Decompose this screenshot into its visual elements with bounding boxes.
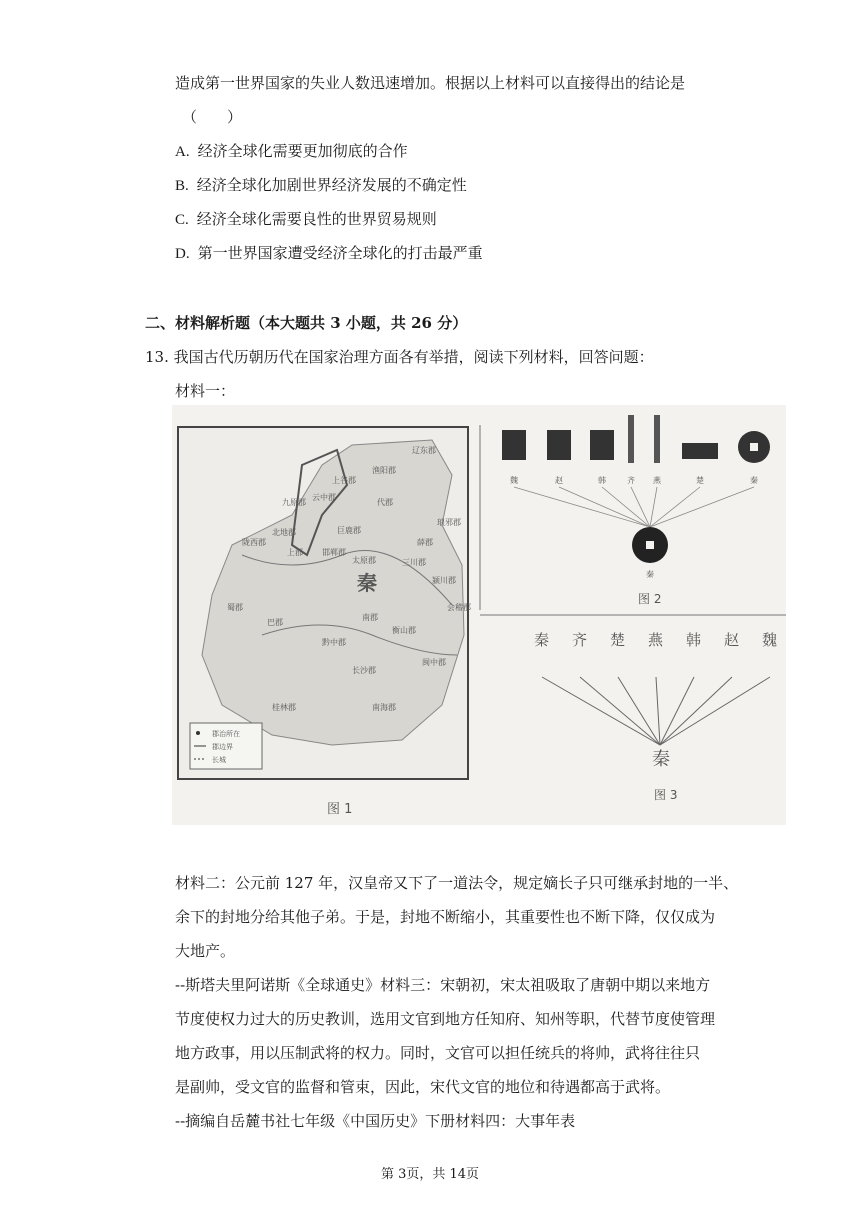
page-footer: 第 3页，共 14页 [380,1167,480,1182]
map-place-label: 薛郡 [417,538,433,547]
script-state-label: 魏 [762,631,778,649]
material-2-line: 材料二：公元前 127 年，汉皇帝又下了一道法令，规定嫡长子只可继承封地的一半、 [175,874,739,892]
knife-coin-yan [654,415,660,463]
material-3-line: --摘编自岳麓书社七年级《中国历史》下册材料四：大事年表 [175,1112,576,1130]
material-1-figure [172,405,786,825]
option-c[interactable] [175,208,437,229]
map-place-label: 辽东郡 [412,446,436,455]
legend-item: 长城 [212,756,226,764]
map-place-label: 桂林郡 [272,703,296,712]
converge-line [602,487,650,527]
option-letter: C. [175,212,189,228]
figure-1-caption: 图 1 [327,802,353,817]
map-place-label: 上郡 [287,548,303,557]
material-1-label: 材料一： [175,382,236,400]
map-place-label: 云中郡 [312,493,336,502]
unified-coin-label: 秦 [646,570,654,579]
option-b[interactable] [175,174,467,195]
script-state-label: 楚 [610,631,626,649]
map-place-label: 巴郡 [267,618,283,627]
converge-line [514,487,650,527]
map-place-label: 长沙郡 [352,666,376,675]
figure-svg [172,405,786,825]
script-state-label: 赵 [724,631,740,649]
spade-coin-zhao [547,430,571,460]
option-d[interactable] [175,242,483,263]
map-place-label: 琅邪郡 [437,518,461,527]
material-3-line: --斯塔夫里阿诺斯《全球通史》材料三：宋朝初，宋太祖吸取了唐朝中期以来地方 [175,976,711,994]
spade-coin-han [590,430,614,460]
map-place-label: 九原郡 [282,498,306,507]
map-place-label: 三川郡 [402,558,426,567]
option-text: 经济全球化需要更加彻底的合作 [197,142,408,160]
map-place-label: 南郡 [362,613,378,622]
option-text: 经济全球化需要良性的世界贸易规则 [196,210,437,228]
material-2-line: 大地产。 [175,942,236,960]
converge-line [580,677,660,745]
coin-state-label: 韩 [598,476,606,485]
map-place-label: 南海郡 [372,703,396,712]
legend-item: 郡边界 [212,743,233,751]
script-converge-lines [542,677,770,745]
converge-line [542,677,660,745]
unified-script-glyph: 秦 [652,749,670,770]
answer-bracket: （ ） [182,108,243,126]
map-place-label: 上谷郡 [332,476,356,485]
ant-nose-coin-chu [682,443,718,459]
converge-line [656,677,660,745]
converge-line [650,487,657,527]
option-text: 经济全球化加剧世界经济发展的不确定性 [196,176,467,194]
option-a[interactable] [175,140,408,161]
converge-line [650,487,754,527]
material-3-line: 节度使权力过大的历史教训，选用文官到地方任知府、知州等职，代替节度使管理 [175,1010,716,1028]
coin-state-label: 魏 [510,476,518,485]
question-stem-end: 造成第一世界国家的失业人数迅速增加。根据以上材料可以直接得出的结论是 [175,74,686,92]
map-place-label: 邯郸郡 [322,548,346,557]
knife-coin-qi [628,415,634,463]
option-text: 第一世界国家遭受经济全球化的打击最严重 [197,244,483,262]
converge-line [618,677,660,745]
map-place-label: 太原郡 [352,556,376,565]
map-place-label: 会稽郡 [447,603,471,612]
coin-state-label: 赵 [555,476,563,485]
script-state-label: 齐 [572,631,588,649]
script-state-label: 燕 [648,631,664,649]
coin-state-labels [510,475,758,485]
legend-item: 郡治所在 [212,730,240,738]
map-place-label: 代郡 [377,498,393,507]
option-letter: A. [175,144,190,160]
map-place-label: 颍川郡 [432,576,456,585]
coin-state-label: 燕 [653,476,661,485]
figure-3-caption: 图 3 [654,788,678,802]
script-state-labels [534,631,777,649]
script-state-label: 秦 [534,631,550,649]
coin-state-label: 齐 [627,476,635,485]
option-letter: D. [175,246,190,262]
option-letter: B. [175,178,189,194]
converge-line [559,487,650,527]
map-place-label: 蜀郡 [227,603,243,612]
material-3-line: 是副帅，受文官的监督和管束，因此，宋代文官的地位和待遇都高于武将。 [175,1078,671,1096]
map-place-label: 巨鹿郡 [337,526,361,535]
converge-line [660,677,732,745]
map-place-label: 陇西郡 [242,538,266,547]
converge-line [631,487,650,527]
converge-line [650,487,700,527]
question-13-stem: 13. 我国古代历朝历代在国家治理方面各有举措，阅读下列材料，回答问题： [145,348,654,366]
map-place-label: 闽中郡 [422,658,446,667]
material-2-line: 余下的封地分给其他子弟。于是，封地不断缩小，其重要性也不断下降，仅仅成为 [175,908,716,926]
map-place-label: 渔阳郡 [372,466,396,475]
material-3-line: 地方政事，用以压制武将的权力。同时，文官可以担任统兵的将帅，武将往往只 [175,1044,701,1062]
map-place-label: 衡山郡 [392,626,416,635]
section-title: 二、材料解析题（本大题共 3 小题，共 26 分） [145,314,468,332]
coin-state-label: 楚 [696,476,704,485]
spade-coin-wei [502,430,526,460]
script-state-label: 韩 [686,631,702,649]
coin-converge-lines [514,487,754,527]
coin-row [502,415,770,463]
map-place-label: 北地郡 [272,528,296,537]
map-main-label: 秦 [357,571,377,595]
map-place-label: 黔中郡 [322,638,346,647]
figure-2-caption: 图 2 [638,592,662,606]
coin-state-label: 秦 [750,476,758,485]
